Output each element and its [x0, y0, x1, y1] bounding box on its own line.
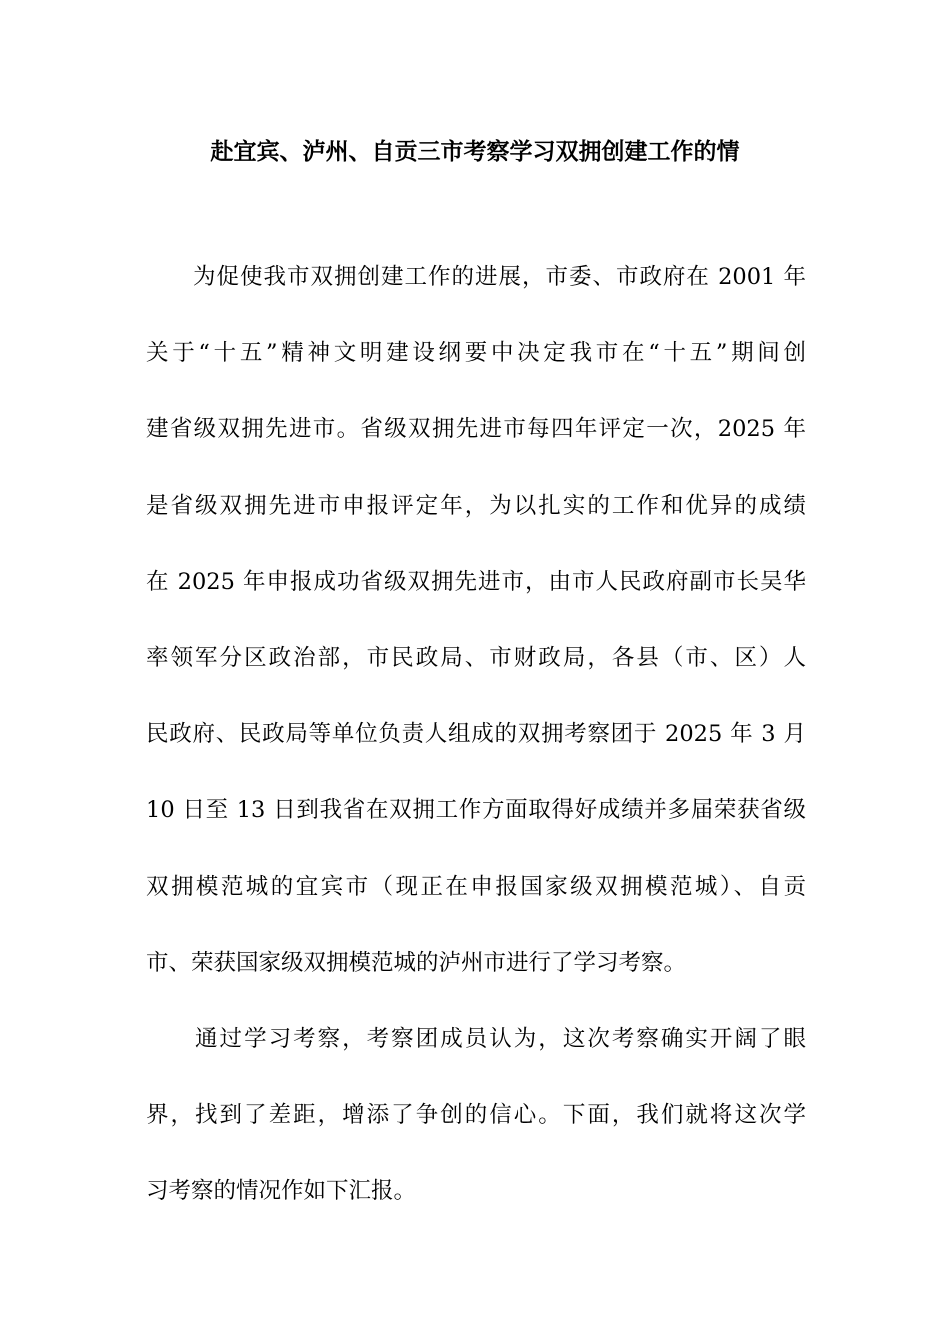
- paragraph-line: 民政府、民政局等单位负责人组成的双拥考察团于 2025 年 3 月: [146, 721, 806, 748]
- paragraph-line: 双拥模范城的宜宾市（现正在申报国家级双拥模范城）、自贡: [146, 873, 806, 900]
- paragraph-line: 市、荣获国家级双拥模范城的泸州市进行了学习考察。: [146, 949, 687, 976]
- paragraph-line: 率领军分区政治部，市民政局、市财政局，各县（市、区）人: [146, 644, 806, 671]
- paragraph-intro: [146, 254, 806, 1016]
- paragraph-line: 建省级双拥先进市。省级双拥先进市每四年评定一次，2025 年: [146, 416, 806, 443]
- document-body: [146, 254, 806, 1244]
- paragraph-line: 界，找到了差距，增添了争创的信心。下面，我们就将这次学: [146, 1102, 806, 1129]
- paragraph-line: 习考察的情况作如下汇报。: [146, 1178, 417, 1205]
- paragraph-line: 关于“十五”精神文明建设纲要中决定我市在“十五”期间创: [146, 340, 806, 367]
- document-title: 赴宜宾、泸州、自贡三市考察学习双拥创建工作的情: [210, 139, 740, 165]
- paragraph-summary: [146, 1016, 806, 1245]
- paragraph-line: 10 日至 13 日到我省在双拥工作方面取得好成绩并多届荣获省级: [146, 797, 806, 824]
- paragraph-line: 通过学习考察，考察团成员认为，这次考察确实开阔了眼: [146, 1025, 806, 1052]
- paragraph-line: 在 2025 年申报成功省级双拥先进市，由市人民政府副市长吴华: [146, 568, 806, 595]
- paragraph-line: 为促使我市双拥创建工作的进展，市委、市政府在 2001 年: [146, 264, 806, 290]
- paragraph-line: 是省级双拥先进市申报评定年，为以扎实的工作和优异的成绩: [146, 492, 806, 519]
